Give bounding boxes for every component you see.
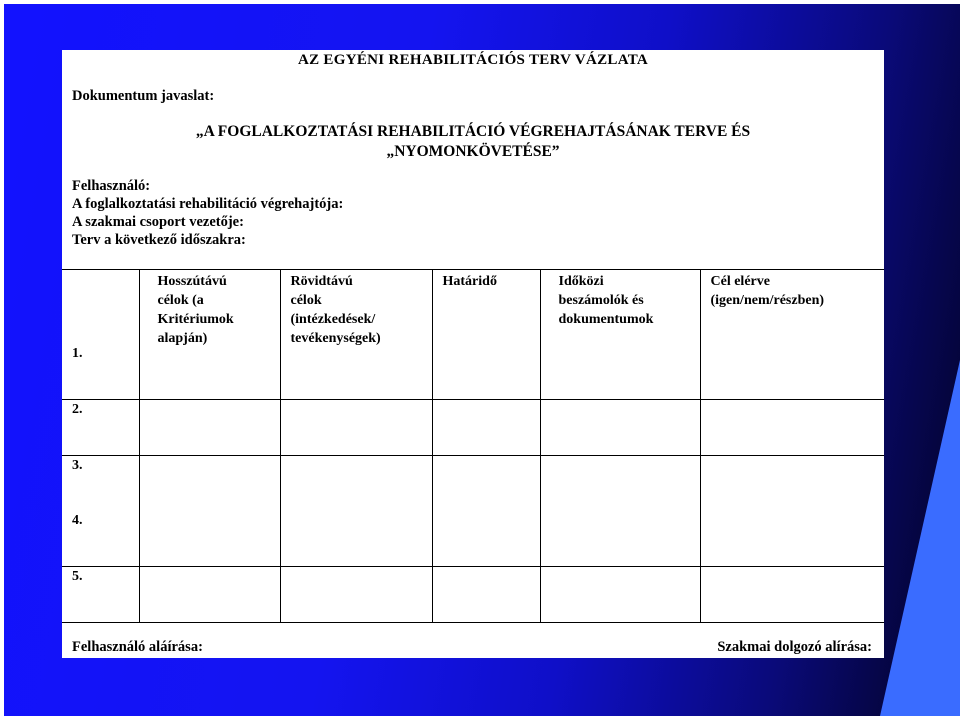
table-cell[interactable] xyxy=(139,400,280,456)
header-deadline: Határidő xyxy=(442,274,497,289)
corner-decoration xyxy=(880,360,960,716)
row-number: 1. xyxy=(72,346,83,361)
table-cell[interactable] xyxy=(540,400,700,456)
table-cell[interactable] xyxy=(700,456,884,567)
heading-line-2: „NYOMONKÖVETÉSE” xyxy=(386,143,560,160)
header-short-term: Rövidtávú célok (intézkedések/ tevékenységek) xyxy=(290,274,381,346)
header-cell-deadline xyxy=(432,270,540,400)
document-title: AZ EGYÉNI REHABILITÁCIÓS TERV VÁZLATA xyxy=(297,52,649,68)
row-number-cell xyxy=(62,456,139,567)
field-executor: A foglalkoztatási rehabilitáció végrehajtója: xyxy=(72,196,344,212)
heading-line-1: „A FOGLALKOZTATÁSI REHABILITÁCIÓ VÉGREHAJTÁSÁNAK TERVE ÉS xyxy=(195,123,751,140)
proposal-label: Dokumentum javaslat: xyxy=(72,88,215,104)
table-cell[interactable] xyxy=(432,400,540,456)
row-number-cell xyxy=(62,400,139,456)
user-signature-label: Felhasználó aláírása: xyxy=(72,639,203,655)
row-number: 2. xyxy=(72,402,83,417)
field-period: Terv a következő időszakra: xyxy=(72,232,246,248)
row-number: 3. xyxy=(72,458,83,473)
slide-frame-top xyxy=(0,0,960,4)
row-number: 4. xyxy=(72,513,83,528)
table-cell[interactable] xyxy=(540,567,700,623)
staff-signature-label: Szakmai dolgozó alírása: xyxy=(717,639,872,655)
document-page xyxy=(62,50,884,658)
header-goal-achieved: Cél elérve (igen/nem/részben) xyxy=(710,274,825,308)
table-row xyxy=(62,456,884,567)
table-cell[interactable] xyxy=(280,456,432,567)
table-cell[interactable] xyxy=(280,567,432,623)
table-row xyxy=(62,567,884,623)
table-cell[interactable] xyxy=(139,456,280,567)
header-long-term: Hosszútávú célok (a Kritériumok alapján) xyxy=(157,274,234,346)
header-cell-long-term xyxy=(139,270,280,400)
table-row xyxy=(62,270,884,400)
table-cell[interactable] xyxy=(432,567,540,623)
table-cell[interactable] xyxy=(432,456,540,567)
field-user: Felhasználó: xyxy=(72,178,151,194)
table-cell[interactable] xyxy=(280,400,432,456)
plan-table xyxy=(62,269,884,623)
row-number-cell xyxy=(62,567,139,623)
header-reports: Időközi beszámolók és dokumentumok xyxy=(558,274,654,327)
table-cell[interactable] xyxy=(700,567,884,623)
table-row xyxy=(62,400,884,456)
row-number: 5. xyxy=(72,569,83,584)
field-group-leader: A szakmai csoport vezetője: xyxy=(72,214,244,230)
header-cell-goal-achieved xyxy=(700,270,884,400)
table-cell[interactable] xyxy=(139,567,280,623)
table-cell[interactable] xyxy=(540,456,700,567)
table-cell[interactable] xyxy=(700,400,884,456)
slide-frame-left xyxy=(0,0,4,716)
header-cell-reports xyxy=(540,270,700,400)
header-cell-short-term xyxy=(280,270,432,400)
row-number-cell xyxy=(62,270,139,400)
